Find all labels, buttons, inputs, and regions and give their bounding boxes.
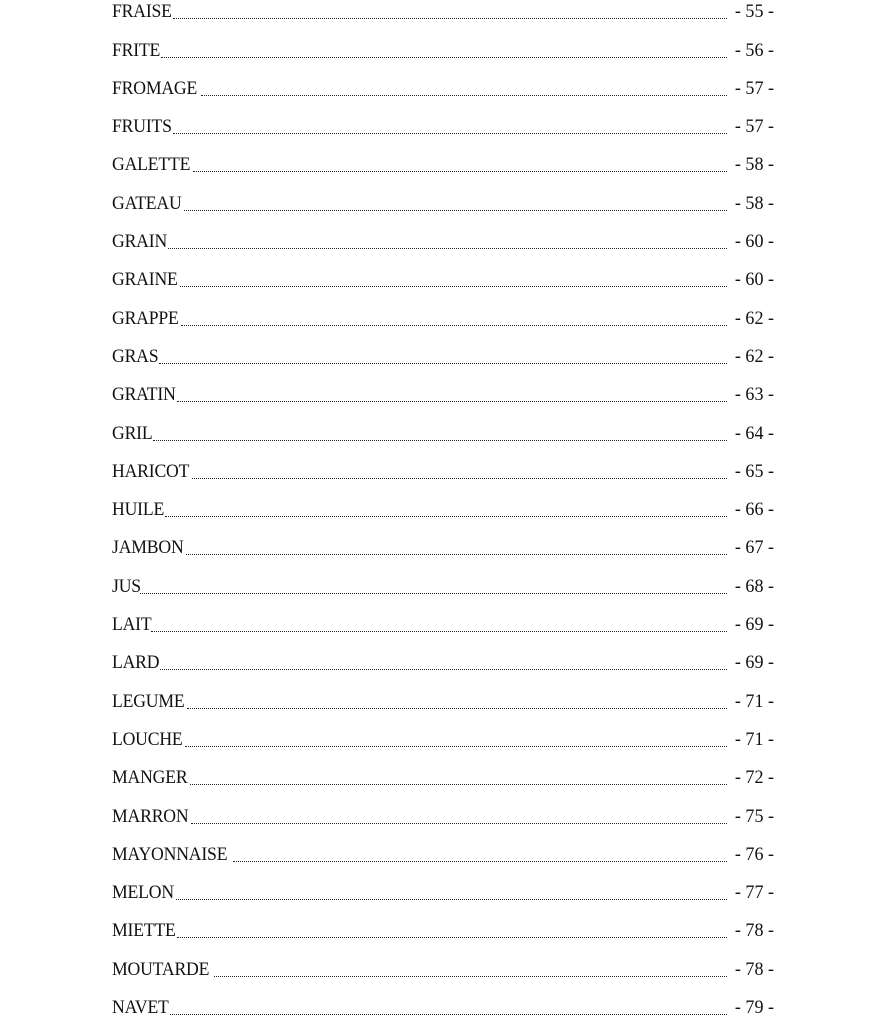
dot-leader <box>153 423 727 441</box>
toc-entry-term: HARICOT <box>112 460 190 482</box>
dot-leader <box>176 882 727 900</box>
toc-entry-page-number: - 57 - <box>734 116 774 138</box>
dot-leader <box>177 384 727 402</box>
dot-leader <box>184 193 727 211</box>
toc-entry-page-number: - 65 - <box>734 460 774 482</box>
dot-leader <box>185 729 727 747</box>
toc-entry[interactable] <box>112 766 774 804</box>
toc-entry[interactable] <box>112 728 774 766</box>
toc-entry-term: FROMAGE <box>112 77 198 99</box>
toc-entry-page-number: - 62 - <box>734 345 774 367</box>
toc-entry-page-number: - 69 - <box>734 614 774 636</box>
toc-entry-term: JUS <box>112 575 141 597</box>
toc-entry-page-number: - 60 - <box>734 231 774 253</box>
toc-entry-page-number: - 56 - <box>734 39 774 61</box>
toc-entry-term: MELON <box>112 882 174 904</box>
toc-entry[interactable] <box>112 881 774 919</box>
toc-entry-term: FRITE <box>112 39 161 61</box>
dot-leader <box>160 652 727 670</box>
toc-entry-term: GRAPPE <box>112 307 179 329</box>
toc-entry-page-number: - 78 - <box>734 958 774 980</box>
toc-entry-term: GRAS <box>112 345 159 367</box>
toc-entry-page-number: - 71 - <box>734 690 774 712</box>
toc-entry-term: HUILE <box>112 499 165 521</box>
dot-leader <box>214 959 727 977</box>
toc-entry-page-number: - 69 - <box>734 652 774 674</box>
toc-entry[interactable] <box>112 422 774 460</box>
toc-entry-term: GRATIN <box>112 384 176 406</box>
toc-entry-page-number: - 72 - <box>734 767 774 789</box>
toc-entry[interactable] <box>112 536 774 574</box>
toc-entry[interactable] <box>112 39 774 77</box>
dot-leader <box>168 231 727 249</box>
toc-entry-term: GRAIN <box>112 231 168 253</box>
toc-entry[interactable] <box>112 77 774 115</box>
toc-entry-term: NAVET <box>112 997 169 1019</box>
toc-entry-term: MOUTARDE <box>112 958 210 980</box>
dot-leader <box>192 461 727 479</box>
toc-entry-term: MANGER <box>112 767 188 789</box>
toc-entry[interactable] <box>112 690 774 728</box>
toc-entry-term: MIETTE <box>112 920 176 942</box>
toc-entry[interactable] <box>112 268 774 306</box>
toc-entry-term: GRAINE <box>112 269 178 291</box>
toc-entry-page-number: - 68 - <box>734 575 774 597</box>
dot-leader <box>161 40 727 58</box>
toc-entry-page-number: - 78 - <box>734 920 774 942</box>
dot-leader <box>201 78 727 96</box>
dot-leader <box>180 269 727 287</box>
toc-entry-page-number: - 66 - <box>734 499 774 521</box>
dot-leader <box>173 116 727 134</box>
toc-entry[interactable] <box>112 345 774 383</box>
toc-entry-page-number: - 62 - <box>734 307 774 329</box>
toc-entry-page-number: - 67 - <box>734 537 774 559</box>
dot-leader <box>181 308 727 326</box>
toc-entry-term: LEGUME <box>112 690 185 712</box>
toc-entry-page-number: - 79 - <box>734 997 774 1019</box>
toc-entry[interactable] <box>112 115 774 153</box>
toc-entry-page-number: - 63 - <box>734 384 774 406</box>
dot-leader <box>159 346 727 364</box>
toc-entry[interactable] <box>112 919 774 957</box>
toc-entry-term: MAYONNAISE <box>112 843 228 865</box>
dot-leader <box>191 806 727 824</box>
toc-entry[interactable] <box>112 498 774 536</box>
toc-entry-term: MARRON <box>112 805 189 827</box>
toc-entry[interactable] <box>112 843 774 881</box>
toc-entry-term: LOUCHE <box>112 728 183 750</box>
toc-entry-term: LARD <box>112 652 160 674</box>
toc-entry-page-number: - 64 - <box>734 422 774 444</box>
toc-entry-page-number: - 60 - <box>734 269 774 291</box>
toc-entry-page-number: - 71 - <box>734 728 774 750</box>
dot-leader <box>173 1 727 19</box>
table-of-contents <box>112 0 774 1034</box>
toc-entry[interactable] <box>112 460 774 498</box>
dot-leader <box>177 920 727 938</box>
dot-leader <box>187 691 727 709</box>
dot-leader <box>190 767 727 785</box>
dot-leader <box>186 537 727 555</box>
toc-entry[interactable] <box>112 996 774 1034</box>
toc-entry[interactable] <box>112 805 774 843</box>
dot-leader <box>140 576 727 594</box>
toc-entry[interactable] <box>112 651 774 689</box>
toc-entry[interactable] <box>112 153 774 191</box>
toc-entry-term: JAMBON <box>112 537 184 559</box>
toc-entry[interactable] <box>112 0 774 39</box>
dot-leader <box>233 844 727 862</box>
toc-entry-page-number: - 58 - <box>734 192 774 214</box>
toc-entry[interactable] <box>112 383 774 421</box>
toc-entry-term: LAIT <box>112 614 152 636</box>
toc-entry-page-number: - 76 - <box>734 843 774 865</box>
toc-entry[interactable] <box>112 958 774 996</box>
toc-entry[interactable] <box>112 307 774 345</box>
dot-leader <box>165 499 727 517</box>
toc-entry-term: GATEAU <box>112 192 182 214</box>
dot-leader <box>170 997 727 1015</box>
toc-entry[interactable] <box>112 613 774 651</box>
toc-entry[interactable] <box>112 230 774 268</box>
dot-leader <box>193 154 727 172</box>
toc-entry[interactable] <box>112 192 774 230</box>
toc-entry-page-number: - 55 - <box>734 1 774 22</box>
toc-entry-page-number: - 58 - <box>734 154 774 176</box>
toc-entry-term: GALETTE <box>112 154 191 176</box>
toc-entry[interactable] <box>112 575 774 613</box>
toc-entry-term: FRAISE <box>112 1 172 22</box>
toc-entry-page-number: - 77 - <box>734 882 774 904</box>
toc-entry-page-number: - 75 - <box>734 805 774 827</box>
dot-leader <box>151 614 727 632</box>
toc-entry-term: GRIL <box>112 422 153 444</box>
toc-entry-page-number: - 57 - <box>734 77 774 99</box>
toc-entry-term: FRUITS <box>112 116 172 138</box>
